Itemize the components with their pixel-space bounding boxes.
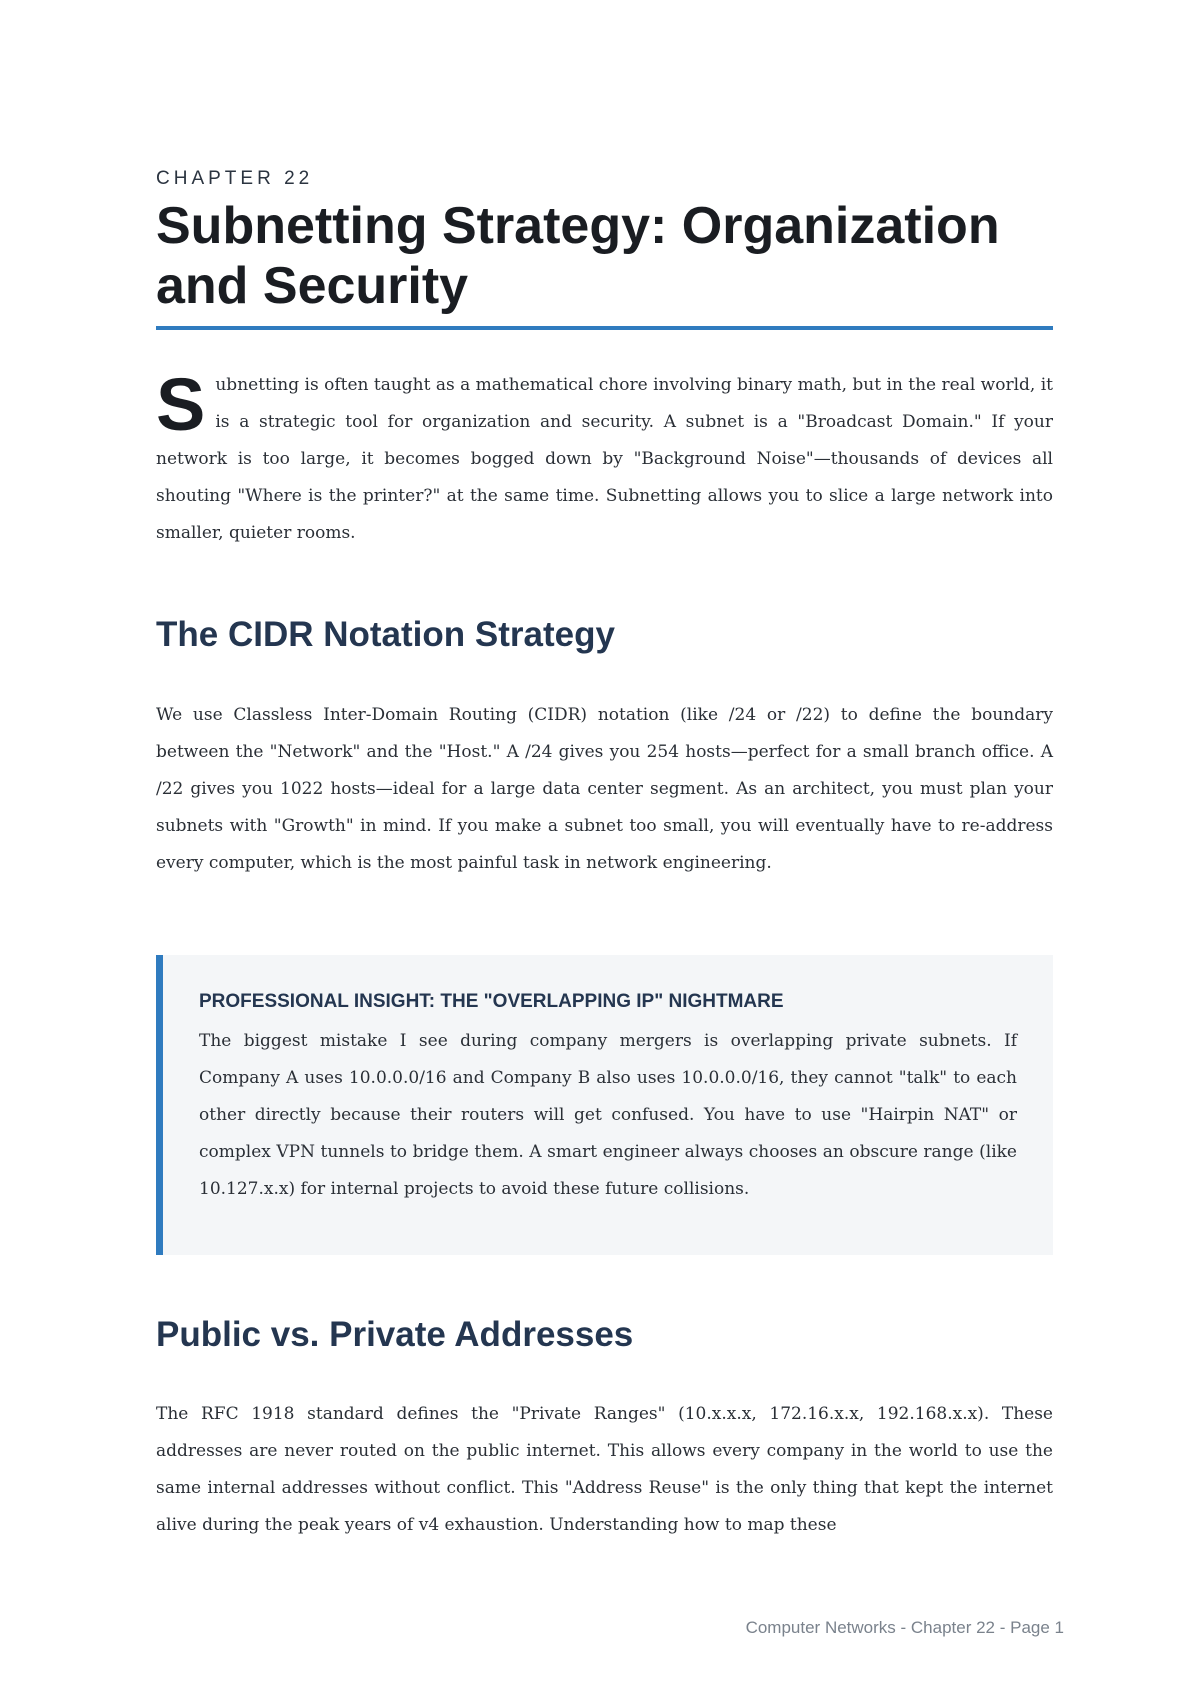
chapter-title: Subnetting Strategy: Organization and Security (156, 197, 1000, 315)
title-divider (156, 326, 1053, 330)
professional-insight-callout (156, 955, 1053, 1255)
chapter-label: CHAPTER 22 (156, 168, 314, 189)
insight-title: PROFESSIONAL INSIGHT: THE "OVERLAPPING IP" NIGHTMARE (199, 991, 784, 1012)
intro-paragraph (156, 363, 1053, 552)
section-heading-public-private: Public vs. Private Addresses (156, 1315, 634, 1354)
public-private-paragraph: The RFC 1918 standard defines the "Private Ranges" (10.x.x.x, 172.16.x.x, 192.168.x.x). These addresses are never routed on the public internet. This allows every company in the world to use the same internal addresses without conflict. This "Address Reuse" is the only thing that kept the internet alive during the peak years of v4 exhaustion. Understanding how to map these (156, 1404, 1053, 1535)
drop-cap: S (156, 363, 206, 446)
intro-text: ubnetting is often taught as a mathematical chore involving binary math, but in the real world, it is a strategic tool for organization and security. A subnet is a "Broadcast Domain." If your network is too large, it becomes bogged down by "Background Noise"—thousands of devices all shouting "Where is the printer?" at the same time. Subnetting allows you to slice a large network into smaller, quieter rooms. (156, 375, 1053, 543)
page-footer: Computer Networks - Chapter 22 - Page 1 (745, 1618, 1064, 1637)
section-heading-cidr: The CIDR Notation Strategy (156, 615, 615, 654)
insight-text: The biggest mistake I see during company mergers is overlapping private subnets. If Company A uses 10.0.0.0/16 and Company B also uses 10.0.0.0/16, they cannot "talk" to each other directly because their routers will get confused. You have to use "Hairpin NAT" or complex VPN tunnels to bridge them. A smart engineer always chooses an obscure range (like 10.127.x.x) for internal projects to avoid these future collisions. (199, 1031, 1017, 1199)
cidr-paragraph: We use Classless Inter-Domain Routing (CIDR) notation (like /24 or /22) to define the boundary between the "Network" and the "Host." A /24 gives you 254 hosts—perfect for a small branch office. A /22 gives you 1022 hosts—ideal for a large data center segment. As an architect, you must plan your subnets with "Growth" in mind. If you make a subnet too small, you will eventually have to re-address every computer, which is the most painful task in network engineering. (156, 705, 1053, 873)
